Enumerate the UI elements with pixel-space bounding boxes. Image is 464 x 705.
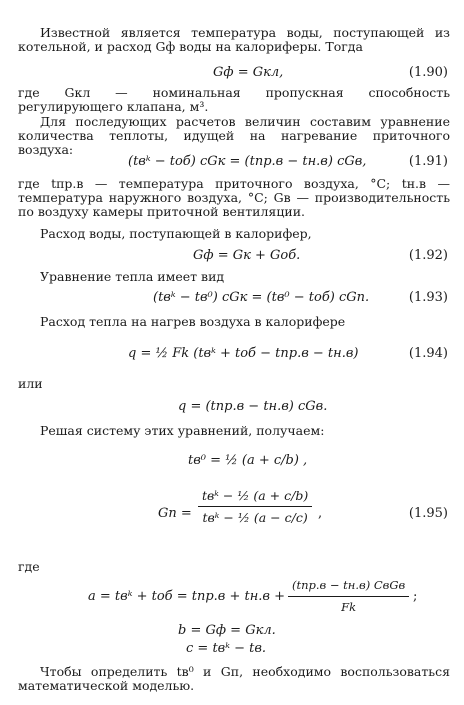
- equation-1-94: [18, 345, 450, 363]
- equation-tail: ,: [318, 506, 323, 521]
- fraction-denominator: Fk: [341, 600, 357, 614]
- equation-1-95-t0: [18, 452, 450, 470]
- equation-fraction: [288, 578, 409, 615]
- equation-1-90: [18, 64, 450, 82]
- equation-expression: (tвᵏ − tоб) cGк = (tпр.в − tн.в) cGв,: [128, 154, 367, 169]
- paragraph-where: где: [18, 559, 40, 574]
- fraction-numerator: tвᵏ − ½ (a + c/b): [198, 488, 312, 507]
- equation-number: (1.91): [408, 154, 448, 169]
- paragraph-intro: Известной является температура воды, поступающей из котельной, и расход Gф воды на калориферы. Тогда: [18, 25, 450, 54]
- equation-number: (1.95): [408, 506, 448, 521]
- equation-lhs: a = tвᵏ + tоб = tпр.в + tн.в +: [88, 589, 286, 604]
- equation-number: (1.92): [408, 248, 448, 263]
- equation-1-95-gp: [18, 485, 450, 545]
- paragraph-water-flow: Расход воды, поступающей в калорифер,: [40, 226, 312, 241]
- paragraph-gkl-definition: где Gкл — номинальная пропускная способность регулирующего клапана, м³.: [18, 85, 450, 114]
- paragraph-or: или: [18, 376, 43, 391]
- paragraph-system-solution: Решая систему этих уравнений, получаем:: [40, 423, 325, 438]
- paragraph-heat-balance: Уравнение тепла имеет вид: [40, 269, 225, 284]
- paragraph-heat-equation-intro: Для последующих расчетов величин составим уравнение количества теплоты, идущей на нагревание приточного воздуха:: [18, 114, 450, 157]
- equation-expression: tв⁰ = ½ (a + c/b) ,: [188, 453, 308, 468]
- equation-number: (1.90): [408, 65, 448, 80]
- equation-tail: ;: [413, 589, 418, 604]
- equation-number: (1.94): [408, 346, 448, 361]
- equation-expression: Gф = Gк + Gоб.: [193, 248, 301, 263]
- equation-expression: b = Gф = Gкл.: [178, 623, 276, 638]
- paragraph-heat-consumption: Расход тепла на нагрев воздуха в калорифере: [40, 314, 346, 329]
- equation-expression: (tвᵏ − tв⁰) cGк = (tв⁰ − tоб) cGп.: [153, 290, 370, 305]
- paragraph-conclusion: Чтобы определить tв⁰ и Gп, необходимо воспользоваться математической моделью.: [18, 664, 450, 693]
- equation-expression: Gф = Gкл,: [213, 65, 284, 80]
- paragraph-temperature-definitions: где tпр.в — температура приточного воздуха, °С; tн.в — температура наружного воздуха, °С; Gв — производительность по воздуху камеры приточной вентиляции.: [18, 176, 450, 219]
- equation-number: (1.93): [408, 290, 448, 305]
- fraction-numerator: (tпр.в − tн.в) CвGв: [288, 578, 409, 597]
- equation-b: [18, 622, 450, 640]
- equation-1-94-alt: [18, 398, 450, 416]
- equation-c: [18, 640, 450, 658]
- equation-1-92: [18, 247, 450, 265]
- equation-expression: c = tвᵏ − tв.: [186, 641, 267, 656]
- equation-1-93: [18, 289, 450, 307]
- equation-lhs: Gп =: [158, 506, 192, 521]
- equation-expression: q = (tпр.в − tн.в) cGв.: [178, 399, 328, 414]
- equation-fraction: [198, 488, 312, 525]
- fraction-denominator: tвᵏ − ½ (a − c/c): [202, 510, 308, 525]
- equation-1-91: [18, 153, 450, 171]
- equation-expression: q = ½ Fk (tвᵏ + tоб − tпр.в − tн.в): [128, 346, 359, 361]
- equation-a: [18, 578, 450, 618]
